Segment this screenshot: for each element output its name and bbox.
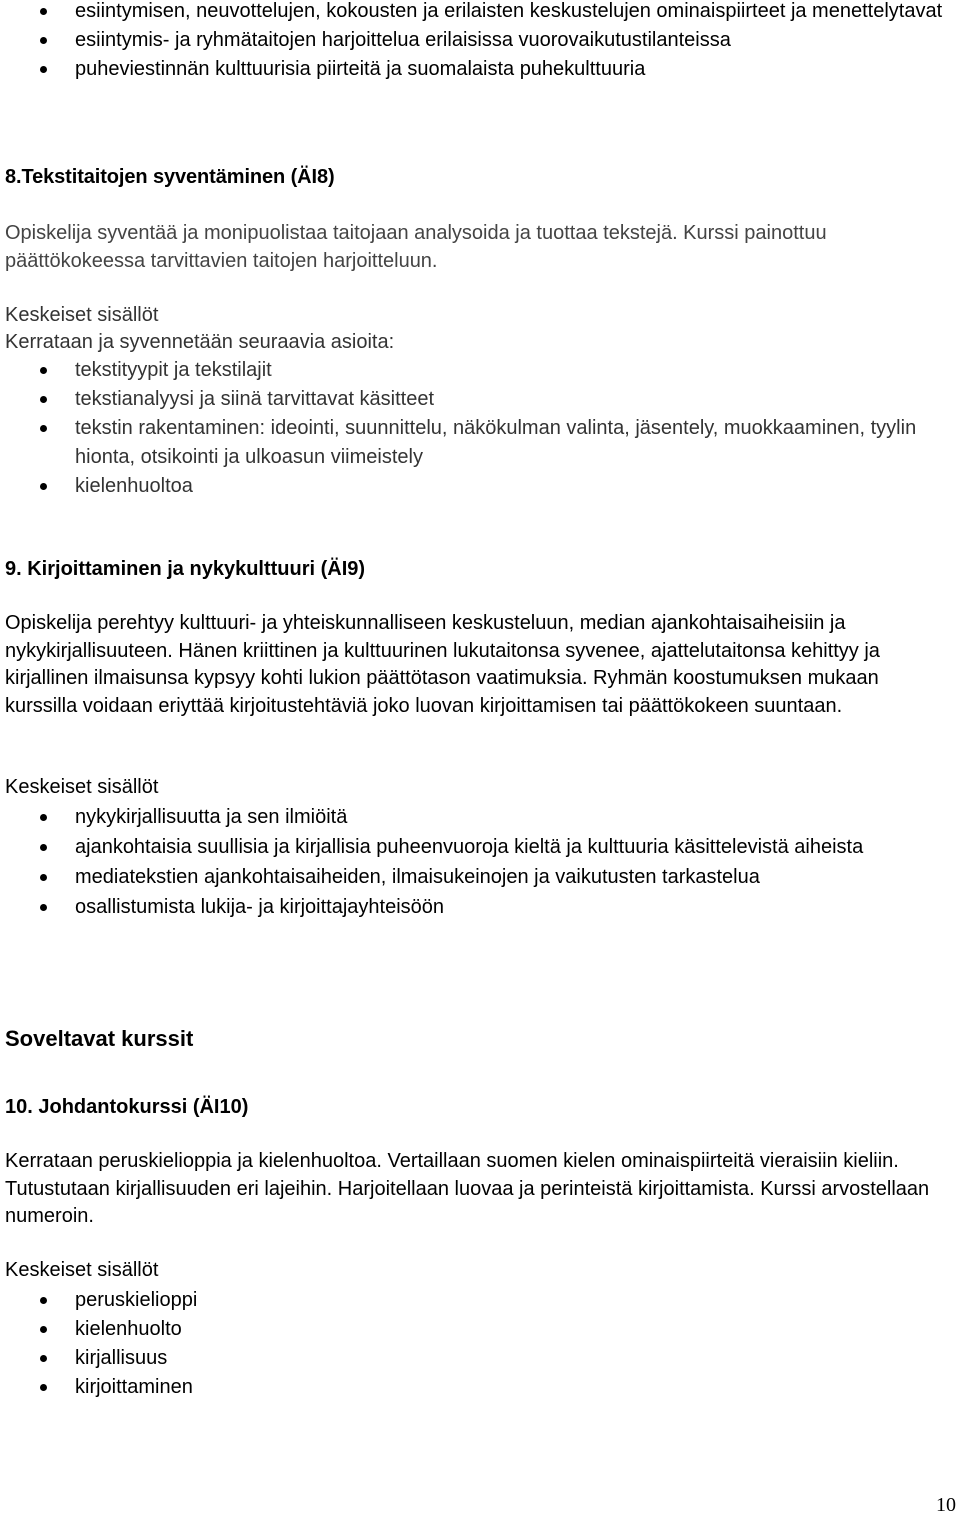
page-number: 10 <box>936 1494 956 1516</box>
course8-key-label: Keskeiset sisällöt <box>5 304 159 326</box>
course8-paragraph: Opiskelija syventää ja monipuolistaa taitojaan analysoida ja tuottaa tekstejä. Kurssi painottuu päättökokeessa tarvittavien taitojen harjoitteluun. <box>5 222 827 272</box>
list-item: mediatekstien ajankohtaisaiheiden, ilmaisukeinojen ja vaikutusten tarkastelua <box>0 862 955 892</box>
course8-heading: 8.Tekstitaitojen syventäminen (ÄI8) <box>5 166 335 188</box>
course9-bullet-list <box>0 802 955 922</box>
list-item: puheviestinnän kulttuurisia piirteitä ja suomalaista puhekulttuuria <box>0 55 955 84</box>
course10-paragraph: Kerrataan peruskielioppia ja kielenhuoltoa. Vertaillaan suomen kielen ominaispiirteitä vieraisiin kieliin. Tutustutaan kirjallisuuden eri lajeihin. Harjoitellaan luovaa ja perinteistä kirjoittamista. Kurssi arvostellaan numeroin. <box>5 1150 930 1227</box>
course9-heading: 9. Kirjoittaminen ja nykykulttuuri (ÄI9) <box>5 558 366 580</box>
course8-intro: Kerrataan ja syvennetään seuraavia asioita: <box>5 331 395 353</box>
list-item: peruskielioppi <box>0 1286 955 1315</box>
list-item: kielenhuolto <box>0 1315 955 1344</box>
course10-bullet-list <box>0 1286 955 1402</box>
list-item: kirjoittaminen <box>0 1373 955 1402</box>
top-bullet-list <box>0 0 955 84</box>
list-item: nykykirjallisuutta ja sen ilmiöitä <box>0 802 955 832</box>
list-item: esiintymisen, neuvottelujen, kokousten ja erilaisten keskustelujen ominaispiirteet ja menettelytavat <box>0 0 955 26</box>
course9-paragraph: Opiskelija perehtyy kulttuuri- ja yhteiskunnalliseen keskusteluun, median ajankohtaisaiheisiin ja nykykirjallisuuteen. Hänen kriittinen ja kulttuurinen lukutaitonsa syvenee, ajattelutaitonsa kehittyy ja kirjallinen ilmaisunsa kypsyy kohti lukion päättötason vaatimuksia. Ryhmän koostumuksen mukaan kurssilla voidaan eriyttää kirjoitustehtäviä joko luovan kirjoittamisen tai päättökokeen suuntaan. <box>5 612 880 717</box>
list-item: osallistumista lukija- ja kirjoittajayhteisöön <box>0 892 955 922</box>
applied-courses-heading: Soveltavat kurssit <box>5 1026 194 1051</box>
list-item: tekstin rakentaminen: ideointi, suunnittelu, näkökulman valinta, jäsentely, muokkaaminen, tyylin hionta, otsikointi ja ulkoasun viimeistely <box>0 414 955 472</box>
list-item: esiintymis- ja ryhmätaitojen harjoittelua erilaisissa vuorovaikutustilanteissa <box>0 26 955 55</box>
course10-key-label: Keskeiset sisällöt <box>5 1259 159 1281</box>
list-item: tekstityypit ja tekstilajit <box>0 356 955 385</box>
list-item: tekstianalyysi ja siinä tarvittavat käsitteet <box>0 385 955 414</box>
course10-heading: 10. Johdantokurssi (ÄI10) <box>5 1096 249 1118</box>
course8-bullet-list <box>0 356 955 501</box>
list-item: ajankohtaisia suullisia ja kirjallisia puheenvuoroja kieltä ja kulttuuria käsittelevistä aiheista <box>0 832 955 862</box>
list-item: kielenhuoltoa <box>0 472 955 501</box>
list-item: kirjallisuus <box>0 1344 955 1373</box>
course9-key-label: Keskeiset sisällöt <box>5 776 159 798</box>
